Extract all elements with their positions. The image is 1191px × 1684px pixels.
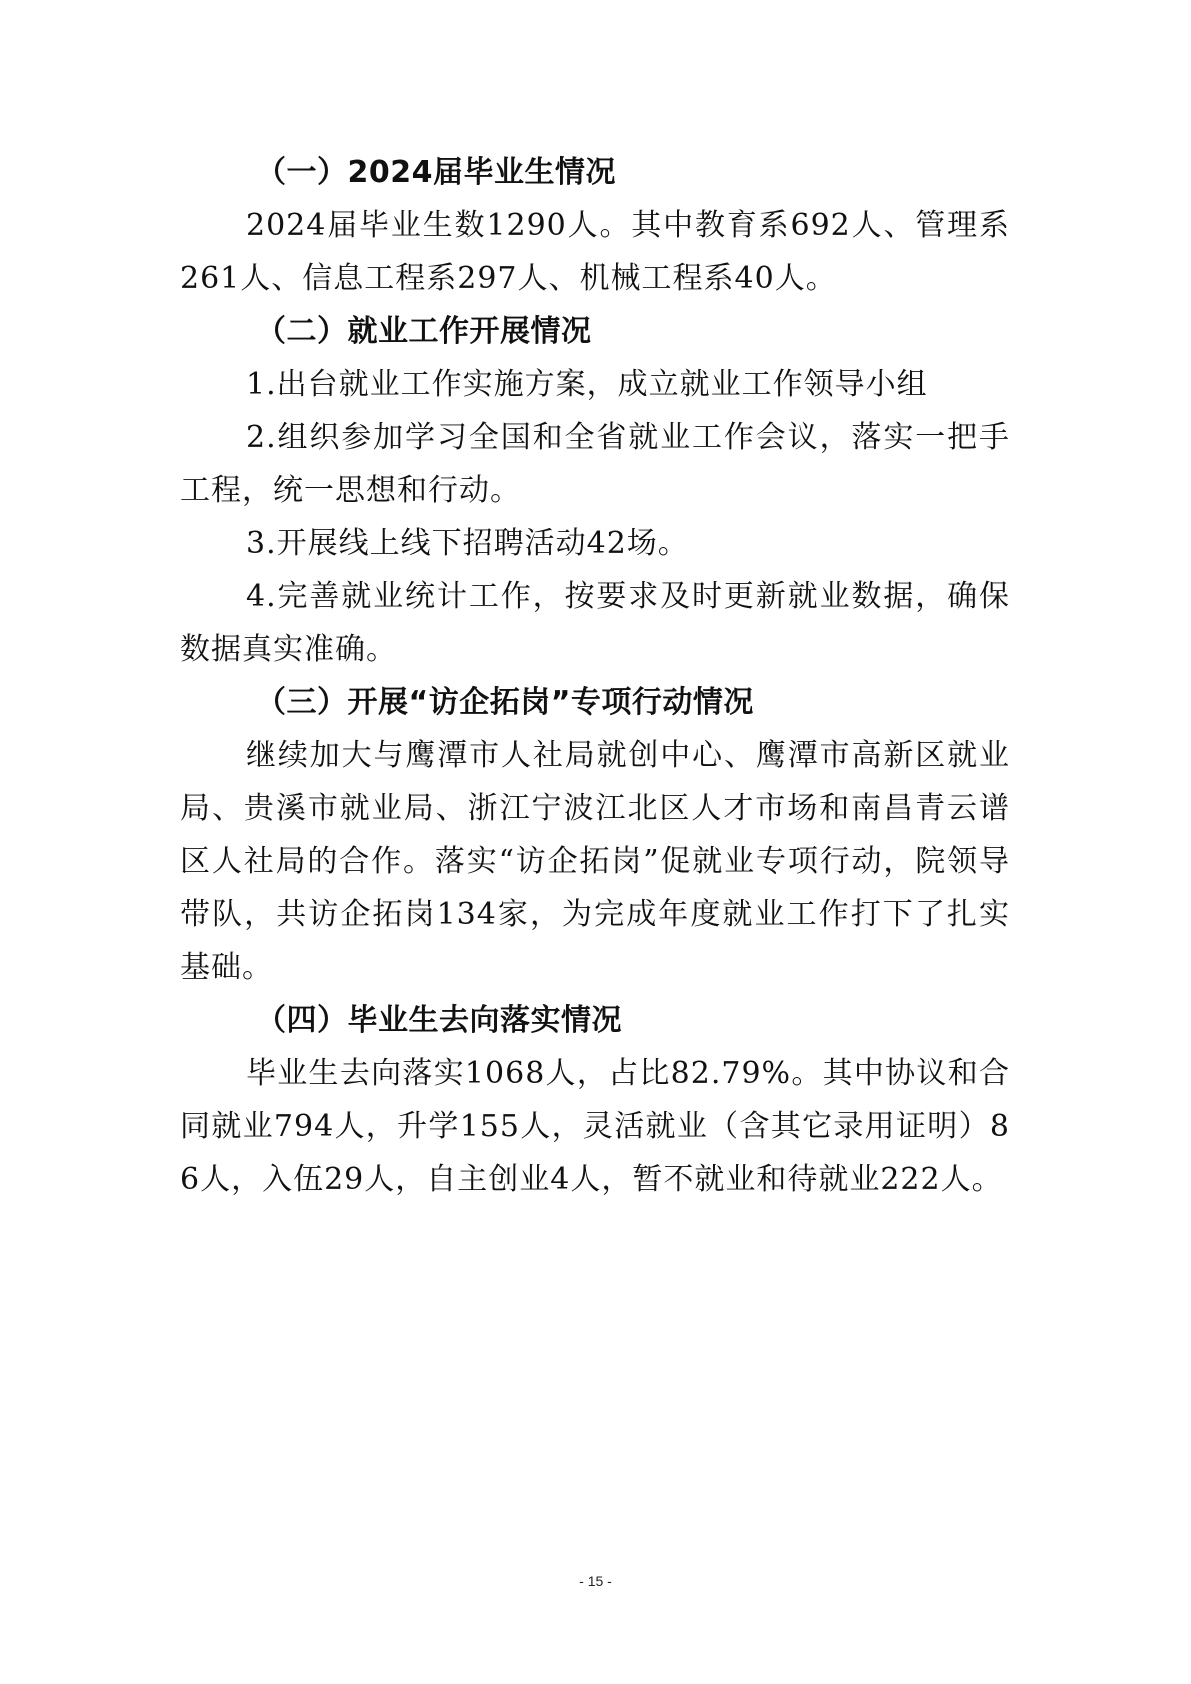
paragraph: 4.完善就业统计工作，按要求及时更新就业数据，确保数据真实准确。 bbox=[180, 579, 1010, 667]
paragraph: 毕业生去向落实1068人，占比82.79%。其中协议和合同就业794人，升学155人，灵活就业（含其它录用证明）86人，入伍29人，自主创业4人，暂不就业和待就业222人。 bbox=[180, 1056, 1010, 1197]
section-graduate-destinations bbox=[180, 994, 1010, 1206]
paragraph: 2.组织参加学习全国和全省就业工作会议，落实一把手工程，统一思想和行动。 bbox=[180, 420, 1010, 508]
section-heading: （二）就业工作开展情况 bbox=[256, 314, 592, 349]
page-content bbox=[180, 146, 1010, 1206]
section-graduates-2024 bbox=[180, 146, 1010, 305]
section-employment-work bbox=[180, 305, 1010, 676]
paragraph: 1.出台就业工作实施方案，成立就业工作领导小组 bbox=[246, 367, 928, 402]
section-heading: （三）开展“访企拓岗”专项行动情况 bbox=[256, 685, 754, 720]
section-heading: （一）2024届毕业生情况 bbox=[256, 155, 616, 190]
paragraph: 3.开展线上线下招聘活动42场。 bbox=[246, 526, 689, 561]
section-heading: （四）毕业生去向落实情况 bbox=[256, 1003, 622, 1038]
page-number: - 15 - bbox=[579, 1573, 612, 1589]
section-visit-enterprises bbox=[180, 676, 1010, 994]
paragraph: 继续加大与鹰潭市人社局就创中心、鹰潭市高新区就业局、贵溪市就业局、浙江宁波江北区人才市场和南昌青云谱区人社局的合作。落实“访企拓岗”促就业专项行动，院领导带队，共访企拓岗134家，为完成年度就业工作打下了扎实基础。 bbox=[180, 738, 1010, 985]
paragraph: 2024届毕业生数1290人。其中教育系692人、管理系261人、信息工程系297人、机械工程系40人。 bbox=[180, 208, 1010, 296]
